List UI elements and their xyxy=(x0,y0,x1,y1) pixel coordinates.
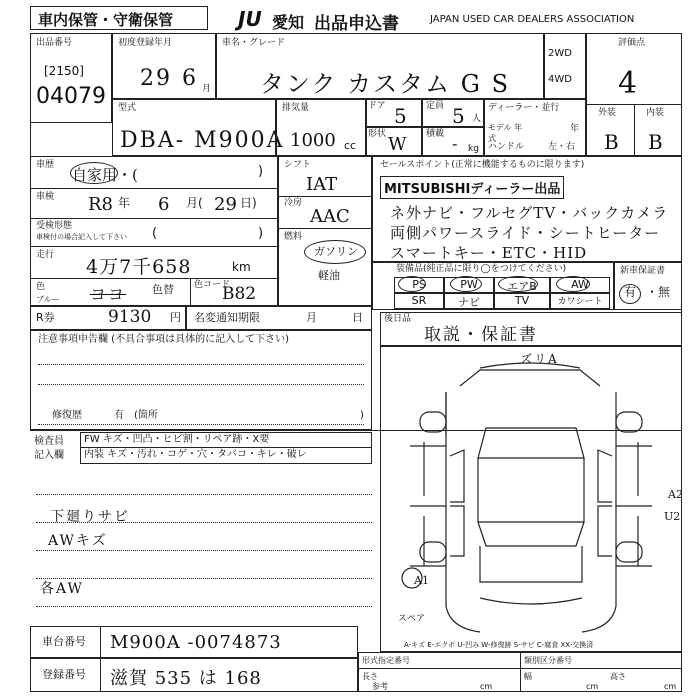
shift-value: IAT xyxy=(306,174,338,195)
capacity-unit: 人 xyxy=(472,114,482,124)
equip-pw: PW xyxy=(444,277,494,293)
history-value: 自家用・( xyxy=(72,166,138,184)
doors-value: 5 xyxy=(394,104,409,128)
capacity-value: 5 xyxy=(452,104,467,128)
storage-note: 車内保管・守衛保管 xyxy=(38,11,174,29)
shift-row-line xyxy=(278,196,372,197)
ju-logo: JU xyxy=(238,7,262,31)
footer-form-no: 形式指定番号 xyxy=(362,656,410,665)
door-right-rear xyxy=(598,506,612,556)
form-title: 出品申込書 xyxy=(314,14,399,34)
inspector-row-2: 内装 キズ・汚れ・コゲ・穴・タバコ・キレ・破レ xyxy=(84,449,307,460)
inspector-mid xyxy=(80,447,372,448)
remarks-line-2 xyxy=(38,384,364,385)
chassis-label: 車台番号 xyxy=(42,635,86,648)
sales-line-1: ネ外ナビ・フルセグTV・バックカメラ xyxy=(390,204,669,222)
model-year-unit: 年 xyxy=(570,124,580,134)
score-value: 4 xyxy=(618,66,640,101)
drive-4wd: 4WD xyxy=(548,74,572,85)
color-split xyxy=(190,278,191,306)
inspection-day: 29 xyxy=(214,194,237,215)
equip-aw: AW xyxy=(550,277,610,293)
warranty-yes: 有 xyxy=(624,285,637,299)
mileage-label: 走行 xyxy=(36,250,55,260)
damage-top: ズリA xyxy=(520,352,559,366)
body-right xyxy=(582,392,616,632)
modification-note: 車検付の場合記入して下さい xyxy=(36,233,127,241)
modification-paren: ( xyxy=(152,226,158,241)
roof xyxy=(478,458,584,522)
notice-month: 月 xyxy=(306,311,317,324)
equip-navi: ナビ xyxy=(444,293,494,309)
lot-label: 出品番号 xyxy=(36,38,73,48)
footer-height: 高さ xyxy=(610,672,626,681)
car-name-value: タンク カスタム G S xyxy=(260,70,511,98)
diagram-legend: A-キズ E-エクボ U-凹み W-修復跡 S-サビ C-腐食 XX-交換済 xyxy=(404,641,594,649)
modification-label: 受検形態 xyxy=(36,221,73,231)
ps-circle xyxy=(398,276,426,292)
remarks-label: 注意事項申告欄 (不具合事項は具体的に記入して下さい) xyxy=(38,334,289,345)
drive-box xyxy=(544,33,586,99)
note-2: AWキズ xyxy=(48,533,108,549)
footer-mid xyxy=(358,668,682,669)
footer-cm-1: cm xyxy=(480,682,493,691)
body-left xyxy=(446,392,480,632)
warranty-circle xyxy=(619,284,641,304)
damage-u2: U2 xyxy=(664,510,681,523)
displacement-unit: cc xyxy=(344,139,357,152)
chassis-value: M900A -0074873 xyxy=(110,632,282,653)
recycle-value: 9130 xyxy=(108,307,152,327)
displacement-value: 1000 xyxy=(290,130,336,151)
model-label: 型式 xyxy=(118,103,137,113)
load-value: - xyxy=(452,134,460,153)
capacity-label: 定員 xyxy=(426,101,445,111)
damage-a1: A1 xyxy=(414,574,429,587)
load-unit: kg xyxy=(468,144,479,154)
load-label: 積載 xyxy=(426,129,445,139)
note-3: 各AW xyxy=(40,581,84,597)
attachments-label: 後日品 xyxy=(384,314,412,324)
cooling-value: AAC xyxy=(310,206,350,227)
inspection-era: R8 xyxy=(88,194,114,215)
model-year-label: モデル 年式 xyxy=(488,123,523,143)
warranty-no: ・無 xyxy=(646,285,671,299)
car-diagram-svg xyxy=(380,346,682,652)
org-name: 愛知 xyxy=(272,13,305,32)
handle-options: 左・右 xyxy=(548,142,576,152)
wheel-front-right xyxy=(616,412,642,432)
footer-split xyxy=(520,652,521,692)
registration-year: 29 xyxy=(140,66,172,91)
notes-line-1 xyxy=(36,494,372,495)
notice-day: 日 xyxy=(352,311,363,324)
pw-circle xyxy=(450,276,482,292)
association-name: JAPAN USED CAR DEALERS ASSOCIATION xyxy=(430,14,635,25)
shape-value: W xyxy=(388,134,409,155)
repair-value: 有 xyxy=(114,410,124,421)
attachments-value: 取説・保証書 xyxy=(424,325,538,345)
footer-length: 長さ xyxy=(362,672,378,681)
windshield xyxy=(478,428,584,458)
inspection-row-line xyxy=(30,218,278,219)
cooling-row-line xyxy=(278,228,372,229)
door-left-front xyxy=(450,450,464,502)
score-interior: B xyxy=(648,130,665,154)
notes-line-5 xyxy=(36,606,372,607)
dealer-import: ディーラー・並行 xyxy=(488,103,560,113)
modification-row-line xyxy=(30,246,278,247)
aw-circle xyxy=(556,276,590,292)
remarks-line-1 xyxy=(38,364,364,365)
history-row-line xyxy=(30,188,278,189)
score-interior-label: 内装 xyxy=(646,108,665,118)
score-split xyxy=(634,104,635,156)
repair-paren: (箇所 xyxy=(134,410,158,421)
mileage-row-line xyxy=(30,278,278,279)
rear-gate xyxy=(480,546,582,582)
footer-cm-2: cm xyxy=(586,682,599,691)
notice-label: 名変通知期限 xyxy=(194,311,260,324)
rear-bumper xyxy=(480,598,582,604)
inspection-label: 車検 xyxy=(36,192,55,202)
registration-label: 初度登録年月 xyxy=(118,38,173,48)
color-change-label: 色替 xyxy=(152,283,174,296)
color-label: 色 xyxy=(36,282,46,292)
sales-line-2: 両側パワースライド・シートヒーター xyxy=(390,224,661,242)
sales-label: セールスポイント(正常に機能するものに限ります) xyxy=(380,160,585,170)
damage-a2: A2 xyxy=(668,488,683,501)
modification-close: ) xyxy=(258,226,264,241)
repair-paren-close: ) xyxy=(360,410,364,421)
score-exterior-label: 外装 xyxy=(598,108,617,118)
color-code-label: 色コード xyxy=(194,280,231,290)
lot-number: 04079 xyxy=(36,84,106,109)
wheel-front-left xyxy=(420,412,446,432)
mileage-value: 4万7千658 xyxy=(86,256,192,278)
equip-tv: TV xyxy=(494,293,550,309)
plate-value: 滋賀 535 は 168 xyxy=(110,668,262,689)
airbag-circle xyxy=(498,276,538,292)
notes-line-4 xyxy=(36,578,372,579)
history-close: ) xyxy=(258,164,264,179)
lot-sub-number: [2150] xyxy=(44,64,84,78)
score-exterior: B xyxy=(604,130,621,154)
plate-label: 登録番号 xyxy=(42,668,86,681)
inspection-year-unit: 年 xyxy=(118,196,131,210)
equipment-label: 装備品(純正品に限り◯をつけてください) xyxy=(396,264,567,274)
registration-month-unit: 月 xyxy=(202,84,212,94)
car-name-label: 車名・グレード xyxy=(222,38,286,48)
spare-label: スペア xyxy=(398,614,426,624)
footer-width: 幅 xyxy=(524,672,532,681)
mileage-unit: km xyxy=(232,260,251,274)
inspector-row-1: FW キズ・凹凸・ヒビ割・リペア跡・X要 xyxy=(84,434,270,445)
handle-label: ハンドル xyxy=(488,142,525,152)
dealer-badge: MITSUBISHIディーラー出品 xyxy=(380,176,564,199)
fuel-value: ガソリン xyxy=(314,245,358,258)
warranty-label: 新車保証書 xyxy=(620,266,666,276)
equip-ps: PS xyxy=(394,277,444,293)
rear-glass xyxy=(478,522,584,546)
cooling-label: 冷房 xyxy=(284,198,303,208)
inspector-label-2: 記入欄 xyxy=(34,450,64,461)
recycle-unit: 円 xyxy=(170,311,181,324)
equip-airbag: エアB xyxy=(494,277,550,293)
fuel-label: 燃料 xyxy=(284,232,303,242)
history-circle xyxy=(70,162,118,184)
displacement-label: 排気量 xyxy=(282,103,310,113)
sales-line-3: スマートキー・ETC・HID xyxy=(390,244,588,262)
hood xyxy=(460,370,600,386)
equip-sr: SR xyxy=(394,293,444,309)
registration-month: 6 xyxy=(182,66,198,91)
recycle-label: R券 xyxy=(36,311,55,324)
drive-2wd: 2WD xyxy=(548,48,572,59)
color-old: ブルー xyxy=(36,295,60,304)
shape-label: 形状 xyxy=(368,129,387,139)
note-1: 下廻りサビ xyxy=(50,509,130,525)
shift-label: シフト xyxy=(284,160,312,170)
door-left-rear xyxy=(450,506,464,556)
score-label: 評価点 xyxy=(618,38,646,48)
inspection-day-unit: 日) xyxy=(240,196,257,210)
equip-seat: カワシート xyxy=(550,293,610,309)
footer-cm-3: cm xyxy=(664,682,677,691)
color-code: B82 xyxy=(222,284,257,304)
remarks-line-3 xyxy=(38,424,364,425)
history-label: 車歴 xyxy=(36,160,55,170)
model-value: DBA- M900A xyxy=(120,128,285,153)
inspector-label-1: 検査員 xyxy=(34,436,64,447)
footer-class: 類別区分番号 xyxy=(524,656,572,665)
footer-ref-1: 参考 xyxy=(372,682,388,691)
doors-label: ドア xyxy=(368,101,386,111)
color-strike: ヨヨ xyxy=(90,285,127,304)
inspection-month-unit: 月( xyxy=(186,196,203,210)
notes-line-3 xyxy=(36,550,372,551)
repair-label: 修復歴 xyxy=(52,410,82,421)
inspection-month: 6 xyxy=(158,194,172,215)
door-right-front xyxy=(598,450,612,502)
fuel-alt: 軽油 xyxy=(318,269,340,282)
fuel-circle xyxy=(304,240,366,264)
